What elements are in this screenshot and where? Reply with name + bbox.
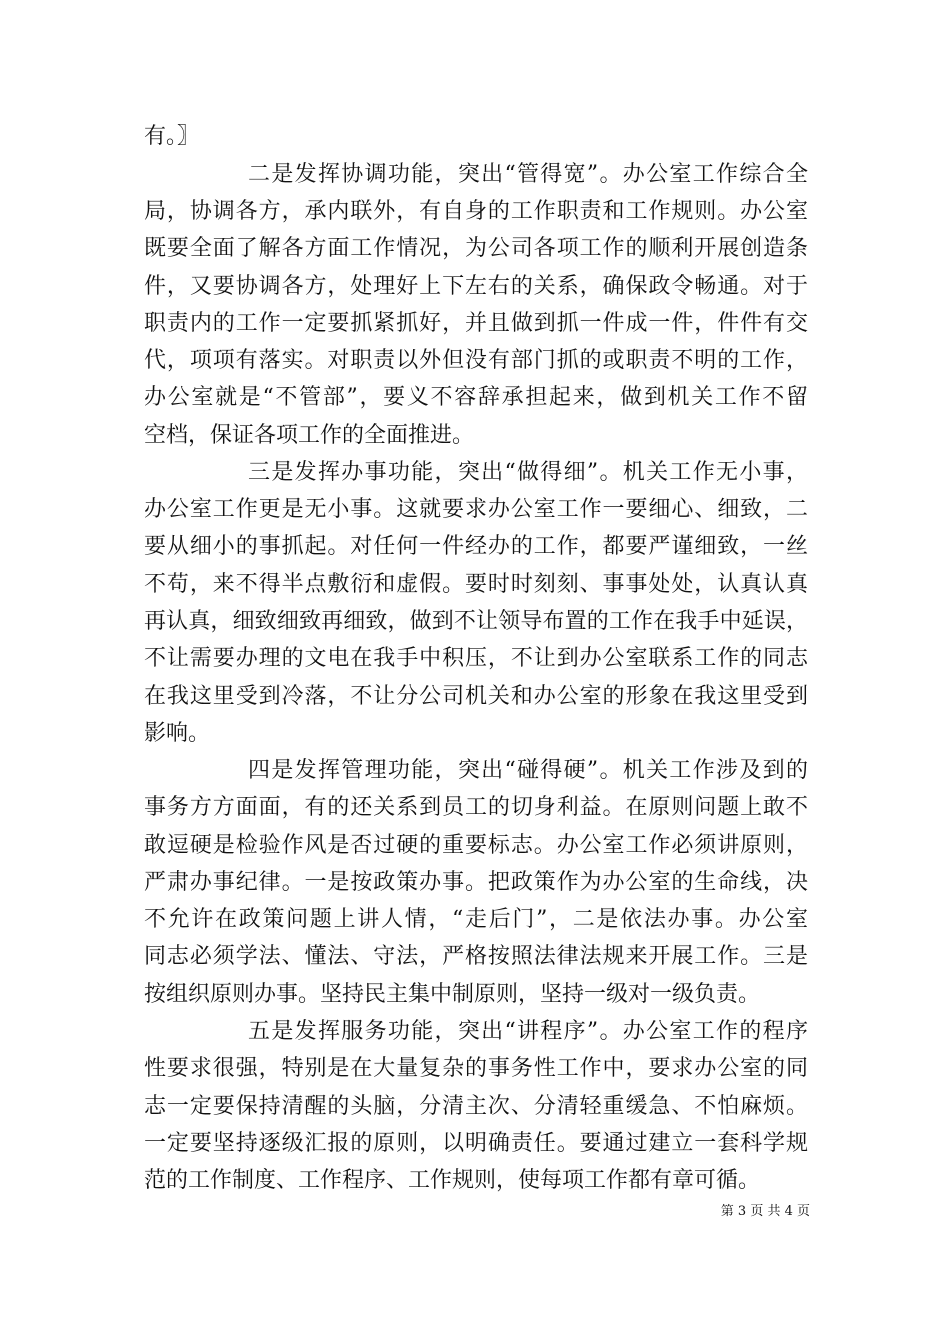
paragraph-line: 空档，保证各项工作的全面推进。 [144, 423, 475, 448]
paragraph-line: 不允许在政策问题上讲人情，“走后门”，二是依法办事。办公室 [144, 907, 808, 932]
paragraph-line: 二是发挥协调功能，突出“管得宽”。办公室工作综合全 [248, 162, 808, 187]
paragraph-line: 按组织原则办事。坚持民主集中制原则，坚持一级对一级负责。 [144, 982, 761, 1007]
paragraph-line: 职责内的工作一定要抓紧抓好，并且做到抓一件成一件，件件有交 [144, 311, 808, 336]
paragraph-line: 既要全面了解各方面工作情况，为公司各项工作的顺利开展创造条 [144, 236, 808, 261]
paragraph-line: 范的工作制度、工作程序、工作规则，使每项工作都有章可循。 [144, 1168, 761, 1193]
paragraph-line: 志一定要保持清醒的头脑，分清主次、分清轻重缓急、不怕麻烦。 [144, 1094, 808, 1119]
paragraph-line: 局，协调各方，承内联外，有自身的工作职责和工作规则。办公室 [144, 199, 808, 224]
paragraph-line: 同志必须学法、懂法、守法，严格按照法律法规来开展工作。三是 [144, 944, 808, 969]
paragraph-line: 办公室就是“不管部”，要义不容辞承担起来，做到机关工作不留 [144, 385, 808, 410]
paragraph-line: 事务方方面面，有的还关系到员工的切身利益。在原则问题上敢不 [144, 795, 808, 820]
paragraph-line: 三是发挥办事功能，突出“做得细”。机关工作无小事， [248, 460, 808, 485]
paragraph-line: 再认真，细致细致再细致，做到不让领导布置的工作在我手中延误， [144, 609, 808, 634]
paragraph-line: 五是发挥服务功能，突出“讲程序”。办公室工作的程序 [248, 1019, 808, 1044]
paragraph-line: 影响。 [144, 721, 211, 746]
paragraph-line: 四是发挥管理功能，突出“碰得硬”。机关工作涉及到的 [248, 758, 808, 783]
paragraph-line: 不让需要办理的文电在我手中积压，不让到办公室联系工作的同志 [144, 646, 808, 671]
paragraph-line: 在我这里受到冷落，不让分公司机关和办公室的形象在我这里受到 [144, 684, 808, 709]
page-number-footer: 第 3 页 共 4 页 [720, 1204, 810, 1219]
paragraph-line: 一定要坚持逐级汇报的原则，以明确责任。要通过建立一套科学规 [144, 1131, 808, 1156]
paragraph-line: 严肃办事纪律。一是按政策办事。把政策作为办公室的生命线，决 [144, 870, 808, 895]
paragraph-line: 敢逗硬是检验作风是否过硬的重要标志。办公室工作必须讲原则， [144, 833, 808, 858]
paragraph-line: 件，又要协调各方，处理好上下左右的关系，确保政令畅通。对于 [144, 274, 808, 299]
paragraph-line: 办公室工作更是无小事。这就要求办公室工作一要细心、细致，二 [144, 497, 808, 522]
paragraph-line: 不苟，来不得半点敷衍和虚假。要时时刻刻、事事处处，认真认真 [144, 572, 808, 597]
paragraph-line: 有。〗 [144, 124, 200, 149]
paragraph-line: 代，项项有落实。对职责以外但没有部门抓的或职责不明的工作， [144, 348, 808, 373]
paragraph-line: 要从细小的事抓起。对任何一件经办的工作，都要严谨细致，一丝 [144, 534, 808, 559]
paragraph-line: 性要求很强，特别是在大量复杂的事务性工作中，要求办公室的同 [144, 1056, 808, 1081]
